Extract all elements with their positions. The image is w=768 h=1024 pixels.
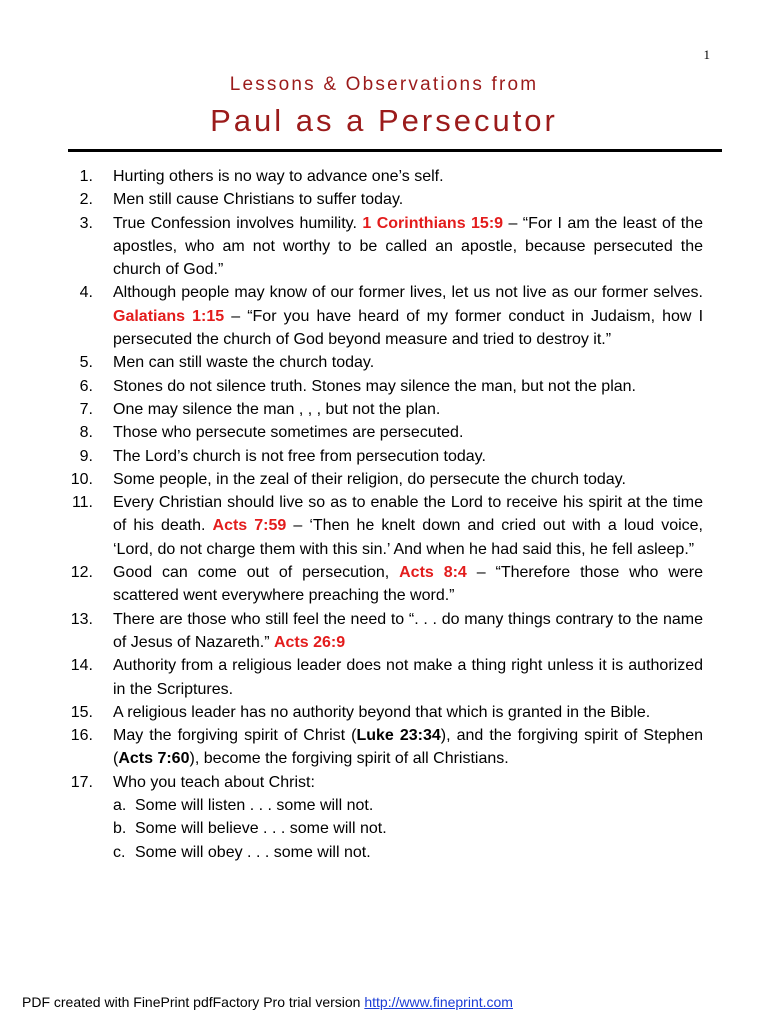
list-item-text bbox=[113, 281, 703, 351]
text-segment: – ‘Then he knelt down and cried out with a loud voice, ‘Lord, do not charge them with this sin.’ And when he had said this, he fell asleep.” bbox=[113, 517, 703, 558]
text-segment: – “For you have heard of my former conduct in Judaism, how I persecuted the church of God beyond measure and tried to destroy it.” bbox=[113, 307, 704, 349]
scripture-reference: Acts 7:60 bbox=[118, 750, 190, 768]
text-segment: Who you teach about Christ: bbox=[113, 773, 315, 791]
list-item-text bbox=[113, 351, 703, 374]
list-item-number: 3. bbox=[79, 214, 93, 232]
list-item-text bbox=[113, 654, 703, 701]
sub-list-item bbox=[113, 841, 703, 864]
list-item bbox=[63, 701, 703, 724]
list-item bbox=[63, 188, 703, 211]
text-segment: There are those who still feel the need to “. . . do many things contrary to the name of Jesus of Nazareth.” bbox=[113, 610, 703, 651]
text-segment: ), become the forgiving spirit of all Christians. bbox=[189, 750, 509, 768]
text-segment: Every Christian should live so as to enable the Lord to receive his spirit at the time of his death. bbox=[113, 494, 703, 535]
text-segment: Men still cause Christians to suffer today. bbox=[113, 191, 404, 209]
list-item-number: 1. bbox=[79, 168, 93, 185]
list-item bbox=[63, 561, 703, 608]
document-subtitle: Lessons & Observations from bbox=[229, 74, 539, 95]
list-item-text bbox=[113, 375, 703, 398]
list-item-number: 10. bbox=[70, 470, 93, 488]
list-item bbox=[63, 724, 703, 771]
sub-list-text: Some will listen . . . some will not. bbox=[135, 797, 374, 815]
list-item-number: 2. bbox=[79, 191, 93, 209]
text-segment: Authority from a religious leader does not make a thing right unless it is authorized in the Scriptures. bbox=[113, 657, 703, 698]
list-item bbox=[63, 212, 703, 282]
scripture-reference: Acts 26:9 bbox=[273, 633, 346, 651]
sub-list-text: Some will believe . . . some will not. bbox=[135, 820, 387, 838]
list-item bbox=[63, 654, 703, 701]
document-title: Paul as a Persecutor bbox=[210, 103, 558, 138]
scripture-reference: 1 Corinthians 15:9 bbox=[362, 214, 504, 232]
list-item bbox=[63, 445, 703, 468]
list-item bbox=[63, 281, 703, 351]
sub-list-item bbox=[113, 794, 703, 817]
page-number: 1 bbox=[703, 47, 710, 62]
sub-list-letter: a. bbox=[113, 797, 127, 815]
list-item bbox=[63, 491, 703, 561]
scripture-reference: Luke 23:34 bbox=[356, 727, 441, 745]
list-item bbox=[63, 375, 703, 398]
text-segment: – “Therefore those who were scattered went everywhere preaching the word.” bbox=[113, 564, 704, 605]
list-item-text bbox=[113, 165, 703, 188]
list-item-text bbox=[113, 398, 703, 421]
text-segment: True Confession involves humility. bbox=[113, 214, 363, 232]
list-item bbox=[63, 468, 703, 491]
list-item-text bbox=[113, 561, 703, 608]
list-item bbox=[63, 771, 703, 864]
list-item-text bbox=[113, 491, 703, 561]
list-item-number: 15. bbox=[70, 703, 93, 721]
list-item-number: 12. bbox=[70, 564, 93, 582]
sub-list-letter: c. bbox=[113, 843, 126, 861]
list-item-text bbox=[113, 701, 703, 724]
sub-list-letter: b. bbox=[113, 820, 127, 838]
footer-text: PDF created with FinePrint pdfFactory Pro trial version bbox=[22, 994, 365, 1010]
list-item-number: 11. bbox=[71, 494, 93, 512]
list-item bbox=[63, 421, 703, 444]
list-item-text bbox=[113, 608, 703, 655]
list-item-text bbox=[113, 724, 703, 771]
text-segment: – “For I am the least of the apostles, who am not worthy to be called an apostle, because persecuted the church of God.” bbox=[113, 214, 703, 279]
sub-list-text: Some will obey . . . some will not. bbox=[135, 843, 371, 861]
list-item-number: 14. bbox=[70, 657, 93, 675]
pdf-footer bbox=[22, 994, 513, 1010]
list-item-text bbox=[113, 212, 703, 282]
sub-list-item bbox=[113, 817, 703, 840]
text-segment: Some people, in the zeal of their religion, do persecute the church today. bbox=[113, 470, 626, 488]
text-segment: A religious leader has no authority beyond that which is granted in the Bible. bbox=[113, 703, 651, 721]
list-item-number: 5. bbox=[79, 354, 93, 372]
footer-link[interactable]: http://www.fineprint.com bbox=[364, 994, 513, 1010]
text-segment: One may silence the man , , , but not the plan. bbox=[113, 400, 441, 418]
scripture-reference: Galatians 1:15 bbox=[113, 307, 225, 325]
list-item-number: 17. bbox=[70, 773, 93, 791]
list-item-number: 16. bbox=[70, 727, 93, 745]
list-item bbox=[63, 351, 703, 374]
list-item-text bbox=[113, 468, 703, 491]
text-segment: Hurting others is no way to advance one’s self. bbox=[113, 168, 444, 185]
text-segment: The Lord’s church is not free from persecution today. bbox=[113, 447, 486, 465]
scripture-reference: Acts 8:4 bbox=[399, 564, 467, 582]
list-item-text bbox=[113, 445, 703, 468]
title-divider bbox=[68, 149, 722, 152]
scripture-reference: Acts 7:59 bbox=[212, 517, 287, 535]
list-item-number: 13. bbox=[70, 610, 93, 628]
list-item-number: 7. bbox=[79, 400, 93, 418]
list-item-text bbox=[113, 421, 703, 444]
text-segment: Men can still waste the church today. bbox=[113, 354, 375, 372]
list-item bbox=[63, 398, 703, 421]
text-segment: Although people may know of our former lives, let us not live as our former selves. bbox=[113, 284, 703, 302]
list-item-text bbox=[113, 771, 703, 864]
text-segment: May the forgiving spirit of Christ ( bbox=[113, 727, 357, 745]
text-segment: Those who persecute sometimes are persecuted. bbox=[113, 424, 464, 442]
list-item-number: 9. bbox=[79, 447, 93, 465]
lessons-list bbox=[63, 165, 703, 864]
text-segment: Stones do not silence truth. Stones may silence the man, but not the plan. bbox=[113, 377, 636, 395]
list-item bbox=[63, 608, 703, 655]
text-segment: Good can come out of persecution, bbox=[113, 564, 400, 582]
list-item-number: 6. bbox=[79, 377, 93, 395]
text-segment: ), and the forgiving spirit of Stephen ( bbox=[113, 727, 704, 768]
list-item bbox=[63, 165, 703, 188]
list-item-number: 8. bbox=[79, 424, 93, 442]
list-item-number: 4. bbox=[79, 284, 93, 302]
list-item-text bbox=[113, 188, 703, 211]
